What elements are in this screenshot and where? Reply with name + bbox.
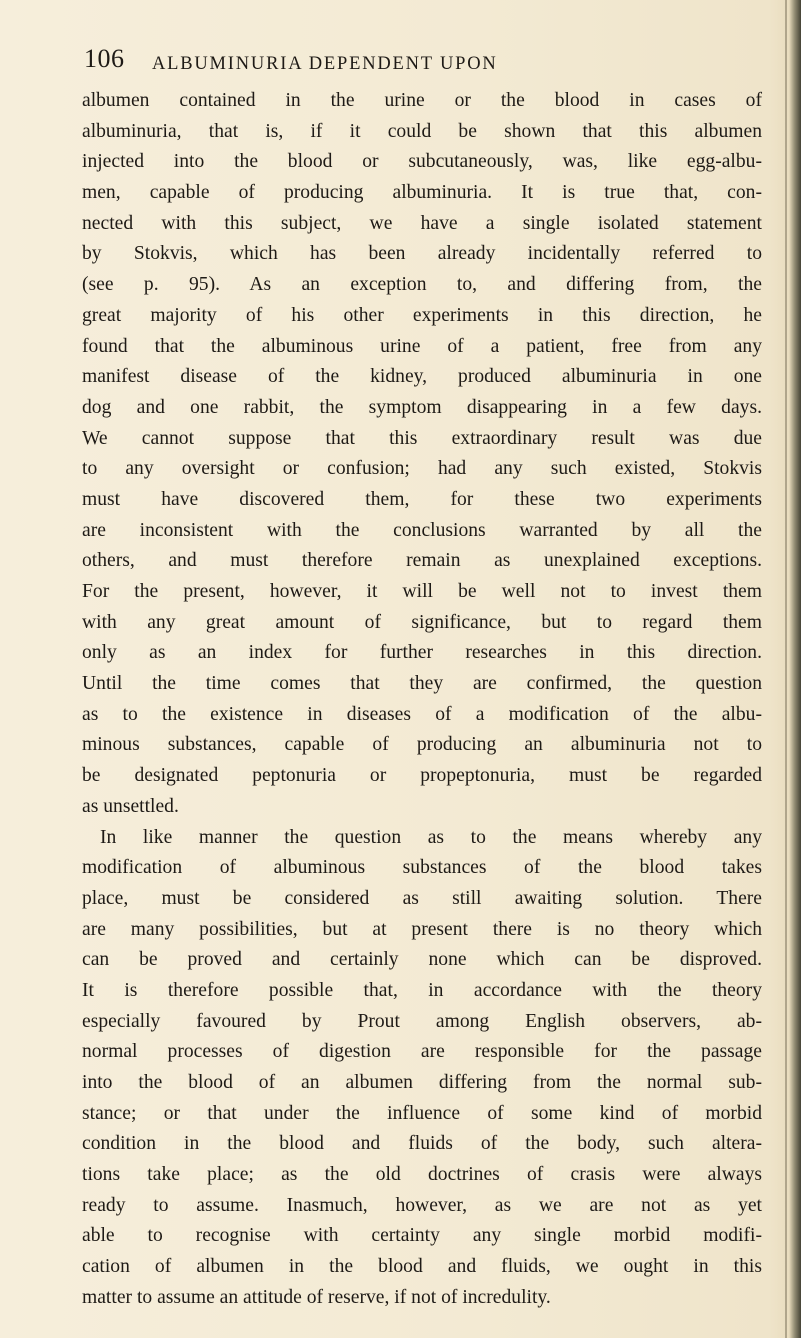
text-line: men, capable of producing albuminuria. It is true that, con- [82,182,762,204]
text-line: place, must be considered as still awaiting solution. There [82,887,762,909]
text-line: ready to assume. Inasmuch, however, as we are not as yet [82,1194,762,1216]
text-line: by Stokvis, which has been already incidentally referred to [82,243,762,265]
text-line: minous substances, capable of producing an albuminuria not to [82,734,762,756]
text-line: nected with this subject, we have a single isolated statement [82,212,762,234]
text-line: great majority of his other experiments in this direction, he [82,304,762,326]
text-line: with any great amount of significance, but to regard them [82,611,762,633]
text-line: found that the albuminous urine of a patient, free from any [82,335,762,357]
body-text [82,86,762,1314]
text-line: injected into the blood or subcutaneously, was, like egg-albu- [82,151,762,173]
text-line: to any oversight or confusion; had any such existed, Stokvis [82,458,762,480]
text-line: cation of albumen in the blood and fluids, we ought in this [82,1256,762,1278]
text-line: albuminuria, that is, if it could be shown that this albumen [82,120,762,142]
text-line: as to the existence in diseases of a modification of the albu- [82,703,762,725]
text-line: albumen contained in the urine or the blood in cases of [82,90,762,111]
text-line: into the blood of an albumen differing from the normal sub- [82,1072,762,1093]
text-line: tions take place; as the old doctrines of crasis were always [82,1164,762,1186]
page-number: 106 [84,44,125,73]
text-line: For the present, however, it will be well not to invest them [82,581,762,602]
text-line: (see p. 95). As an exception to, and differing from, the [82,274,762,296]
text-line: can be proved and certainly none which can be disproved. [82,949,762,971]
text-line: It is therefore possible that, in accordance with the theory [82,979,762,1001]
page-header [84,44,764,84]
text-line: as unsettled. [82,795,179,817]
text-line: matter to assume an attitude of reserve, if not of incredulity. [82,1286,551,1308]
text-line: modification of albuminous substances of the blood takes [82,857,762,879]
text-line: be designated peptonuria or propeptonuria, must be regarded [82,765,762,787]
text-line: others, and must therefore remain as unexplained exceptions. [82,550,762,572]
text-line: especially favoured by Prout among English observers, ab- [82,1010,762,1032]
text-line: normal processes of digestion are responsible for the passage [82,1041,762,1063]
text-line: In like manner the question as to the means whereby any [100,826,762,848]
text-line: condition in the blood and fluids of the body, such altera- [82,1133,762,1155]
text-line: manifest disease of the kidney, produced albuminuria in one [82,366,762,388]
text-line: are inconsistent with the conclusions warranted by all the [82,519,762,541]
text-line: stance; or that under the influence of some kind of morbid [82,1102,762,1124]
page-gutter-line [785,0,787,1338]
text-line: are many possibilities, but at present there is no theory which [82,918,762,940]
running-head: ALBUMINURIA DEPENDENT UPON [152,54,498,74]
text-line: only as an index for further researches in this direction. [82,642,762,664]
text-line: Until the time comes that they are confirmed, the question [82,673,762,695]
text-line: We cannot suppose that this extraordinary result was due [82,427,762,449]
text-line: dog and one rabbit, the symptom disappearing in a few days. [82,396,762,418]
page-edge-shadow [789,0,801,1338]
text-line: must have discovered them, for these two experiments [82,488,762,510]
text-line: able to recognise with certainty any single morbid modifi- [82,1225,762,1247]
